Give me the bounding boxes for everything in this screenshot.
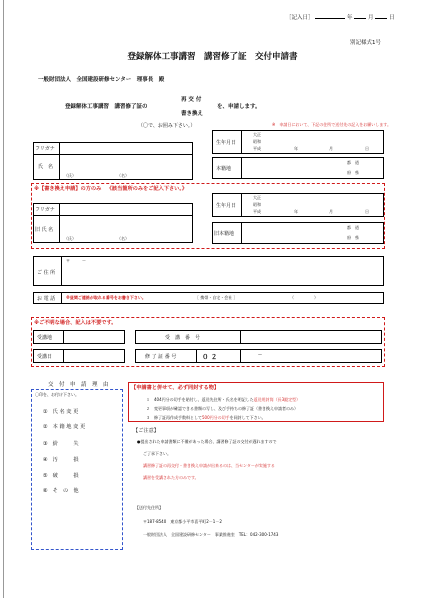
old-dob-label: 生年月日: [216, 203, 237, 209]
request-opt-reissue[interactable]: 再 交 付: [181, 97, 202, 103]
old-dob-month: 月: [329, 209, 333, 214]
attach-item-1: １ 404円分の切手を貼付し、返送先住所・氏名を明記した返送用封筒（長3縦定型）: [146, 397, 301, 402]
page-edge: [3, 0, 4, 598]
era-heisei[interactable]: 平成: [253, 146, 261, 151]
era-taisho[interactable]: 大正: [253, 132, 261, 137]
dob-day: 日: [365, 146, 369, 151]
reason-5[interactable]: ⑤ 破 損: [43, 473, 79, 479]
phone-number-paren[interactable]: （ ）: [290, 295, 318, 300]
era-showa[interactable]: 昭和: [253, 139, 261, 144]
send-org: 一般財団法人 全国建設研修センター 事業推進室 TEL：042-300-1743: [143, 532, 279, 537]
name-label: 氏 名: [38, 164, 54, 170]
honseki-input[interactable]: [242, 158, 342, 178]
date-label: 受講日: [37, 354, 53, 360]
address-label: ご 住 所: [37, 270, 56, 276]
page-title: 登録解体工事講習 講習修了証 交付申請書: [127, 52, 298, 62]
phone-label: お 電 話: [37, 296, 56, 302]
note-red-1: 講習修了証の再交付・書き換え申請が出来るのは、当センターが実施する: [143, 463, 275, 468]
date-input[interactable]: [64, 350, 124, 362]
reason-2[interactable]: ② 本 籍 地 変 更: [43, 424, 86, 430]
old-era-taisho[interactable]: 大正: [253, 195, 261, 200]
pref-fuken: 府 県: [347, 170, 359, 175]
old-era-showa[interactable]: 昭和: [253, 202, 261, 207]
cert-label: 修 了 証 番 号: [145, 354, 177, 360]
cert-input[interactable]: [241, 350, 381, 362]
address-input[interactable]: [62, 265, 382, 285]
reason-3[interactable]: ③ 紛 失: [43, 441, 79, 447]
honseki-label: 本籍地: [216, 166, 232, 172]
old-era-heisei[interactable]: 平成: [253, 209, 261, 214]
old-dob-year: 年: [294, 209, 298, 214]
sei-label: （氏）: [64, 173, 76, 178]
dob-box: [212, 130, 384, 154]
attach-item-3: ３ 修了証再作成手数料として500円分の切手を同封して下さい。: [146, 415, 266, 420]
place-input[interactable]: [64, 331, 124, 343]
old-furigana-label: フリガナ: [35, 207, 55, 213]
old-name-label: 旧 氏 名: [35, 227, 54, 233]
note-2: ご了承下さい。: [143, 451, 171, 456]
old-dob-day: 日: [365, 209, 369, 214]
send-address: 〒187-8540 東京都小平市喜平町2－1－2: [143, 519, 222, 524]
furigana-input[interactable]: [60, 143, 192, 153]
notes-heading: 【ご注意】: [133, 428, 159, 434]
old-honseki-input[interactable]: [242, 223, 342, 243]
request-prefix: 登録解体工事講習 講習修了証の: [65, 104, 148, 110]
pref-todo: 都 道: [347, 160, 359, 165]
reason-6[interactable]: ⑥ そ の 他: [43, 488, 79, 494]
dob-year: 年: [294, 146, 298, 151]
dob-month: 月: [329, 146, 333, 151]
old-honseki-label: 旧本籍地: [214, 231, 235, 237]
reasons-heading: 交 付 申 請 理 由: [48, 382, 109, 388]
dob-label: 生年月日: [216, 140, 237, 146]
note-dob: ※ 申請日において、下記の住所で送付先の記入をお願いします。: [272, 122, 391, 127]
request-suffix: を、申請します。: [217, 104, 261, 110]
phone-note: ※昼間ご連絡が取れる番号をお書き下さい。: [66, 295, 146, 300]
received-date: ［記入日］ 年 月 日: [286, 15, 395, 21]
reason-1[interactable]: ① 氏 名 変 更: [43, 409, 79, 415]
old-sei-label: （氏）: [64, 236, 76, 241]
old-pref-todo: 都 道: [347, 225, 359, 230]
reason-4[interactable]: ④ 汚 損: [43, 457, 79, 463]
phone-types[interactable]: ［ 携帯・自宅・会社 ］: [195, 295, 238, 300]
old-dob-box: [212, 193, 384, 217]
cert-prefix: ０ ２: [202, 353, 218, 361]
mei-label: （名）: [117, 173, 129, 178]
old-mei-label: （名）: [117, 236, 129, 241]
furigana-label: フリガナ: [35, 146, 55, 152]
addressee: 一般財団法人 全国建設研修センター 理事長 殿: [38, 77, 165, 83]
note-red-2: 講習を受講された方のみです。: [143, 475, 199, 480]
old-pref-fuken: 府 県: [347, 235, 359, 240]
number-input[interactable]: [241, 331, 381, 343]
cert-dash: —: [258, 352, 262, 357]
rewrite-heading: ※【書き換え申請】の方のみ 《該当箇所のみをご記入下さい。》: [34, 186, 188, 192]
request-hint: （〇で、お囲み下さい。）: [138, 123, 196, 129]
send-heading: 【送付先住所】: [135, 505, 163, 510]
attach-item-2: ２ 変更事項が確認できる書類の写し、及び手持ちの修了証（書き換え申請者のみ）: [146, 406, 298, 411]
form-number: 別記様式1号: [350, 40, 381, 46]
place-label: 受講地: [37, 335, 53, 341]
unknown-note: ※ご不明な場合、記入は不要です。: [34, 320, 117, 326]
attach-heading: 【申請書と併せて、必ず同封する物】: [131, 385, 220, 391]
postal-code[interactable]: 〒 ー: [66, 258, 86, 263]
reasons-instruction: 〇印を、お付け下さい。: [35, 392, 79, 397]
request-opt-rewrite[interactable]: 書き換え: [181, 111, 204, 117]
note-1: ●提出された申請書類に不備があった場合、講習修了証の交付が遅れますので: [137, 439, 277, 444]
number-label: 受 講 番 号: [165, 335, 201, 341]
